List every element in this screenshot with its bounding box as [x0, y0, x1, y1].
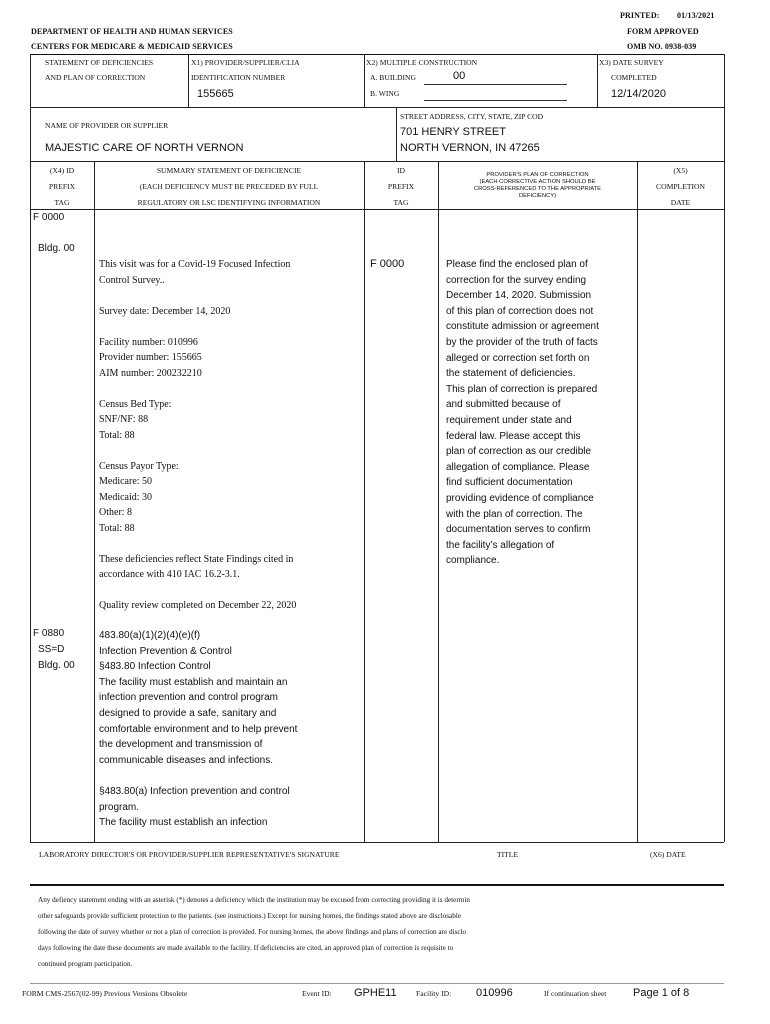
rule-bottom-body	[30, 842, 724, 843]
regulation-line: §483.80(a) Infection prevention and control	[99, 785, 290, 797]
summary-line	[99, 583, 296, 599]
plan-line: the facility’s allegation of	[446, 539, 555, 551]
id-tag-f0000: F 0000	[370, 258, 405, 270]
department-title: DEPARTMENT OF HEALTH AND HUMAN SERVICES	[31, 27, 233, 36]
disclaimer-line: days following the date these documents are made available to the facility. If deficiencies are cited, an approved plan of correction is requisite to	[38, 943, 454, 952]
summary-block-2	[99, 628, 297, 831]
regulation-line: Infection Prevention & Control	[99, 645, 232, 657]
summary-line: AIM number: 200232210	[99, 367, 202, 379]
rule-below-colhead	[30, 209, 724, 210]
rule-below-id	[30, 107, 724, 108]
summary-line: Facility number: 010996	[99, 336, 198, 348]
x6-date-label: (X6) DATE	[650, 850, 686, 859]
summary-line: Medicaid: 30	[99, 491, 153, 503]
rule-top	[30, 54, 724, 55]
summary-line: Census Bed Type:	[99, 398, 172, 410]
summary-line: This visit was for a Covid-19 Focused Infection	[99, 259, 291, 270]
plan-heading-3: CROSS-REFERENCED TO THE APPROPRIATE	[473, 186, 602, 192]
summary-heading-2: (EACH DEFICIENCY MUST BE PRECEDED BY FULL	[139, 182, 319, 191]
summary-line: These deficiencies reflect State Findings cited in	[99, 553, 294, 565]
regulation-line: communicable diseases and infections.	[99, 754, 273, 766]
summary-line: Total: 88	[99, 429, 135, 441]
survey-date: 12/14/2020	[611, 88, 667, 100]
plan-line: by the provider of the truth of facts	[446, 336, 598, 348]
x4-heading-3: TAG	[54, 198, 70, 207]
rule-id-2	[364, 54, 365, 107]
summary-line: Quality review completed on December 22, 2020	[99, 600, 297, 611]
form-approved: FORM APPROVED	[627, 27, 699, 36]
signature-label: LABORATORY DIRECTOR'S OR PROVIDER/SUPPLIER REPRESENTATIVE'S SIGNATURE	[39, 850, 340, 859]
plan-line: the statement of deficiencies.	[446, 368, 576, 380]
regulation-line: The facility must establish an infection	[99, 817, 268, 829]
rule-right	[724, 54, 725, 842]
regulation-line: §483.80 Infection Control	[99, 661, 211, 673]
provider-name-label: NAME OF PROVIDER OR SUPPLIER	[45, 121, 169, 130]
provider-name: MAJESTIC CARE OF NORTH VERNON	[45, 142, 244, 154]
x4-heading-1: (X4) ID	[49, 166, 75, 175]
summary-line: Survey date: December 14, 2020	[99, 305, 231, 317]
plan-line: December 14, 2020. Submission	[446, 290, 592, 302]
plan-line: requirement under state and	[446, 414, 572, 426]
form-number: FORM CMS-2567(02-99) Previous Versions Obsolete	[22, 989, 188, 998]
summary-line: Control Survey..	[99, 274, 165, 286]
wing-line	[424, 100, 567, 101]
plan-line: compliance.	[446, 555, 500, 567]
tag-f0880: F 0880	[33, 628, 65, 639]
title-label: TITLE	[497, 850, 519, 859]
summary-block-1	[99, 257, 296, 614]
plan-line: constitute admission or agreement	[446, 321, 599, 333]
summary-heading-3: REGULATORY OR LSC IDENTIFYING INFORMATION	[137, 198, 321, 207]
printed-label: PRINTED:	[620, 11, 660, 20]
x3-label-2: COMPLETED	[611, 73, 657, 82]
summary-line: Provider number: 155665	[99, 352, 202, 363]
x1-label: X1) PROVIDER/SUPPLIER/CLIA	[191, 58, 300, 67]
plan-line: plan of correction as our credible	[446, 446, 592, 458]
disclaimer-line: following the date of survey whether or not a plan of correction is provided. For nursing homes, the above findings and plans of correction are disclo	[38, 927, 467, 936]
event-id: GPHE11	[354, 987, 397, 999]
provider-number: 155665	[197, 88, 234, 100]
plan-line: of this plan of correction does not	[446, 305, 594, 317]
summary-heading-1: SUMMARY STATEMENT OF DEFICIENCIE	[156, 166, 302, 175]
plan-line: federal law. Please accept this	[446, 430, 581, 442]
plan-heading-4: DEFICIENCY)	[518, 193, 557, 199]
regulation-line: the development and transmission of	[99, 739, 263, 751]
address-label: STREET ADDRESS, CITY, STATE, ZIP COD	[400, 112, 544, 121]
id-heading-1: ID	[396, 166, 405, 175]
disclaimer-line: Any defiency statement ending with an asterisk (*) denotes a deficiency which the institution may be excused from correcting providing it is determin	[38, 896, 470, 904]
address-line-2: NORTH VERNON, IN 47265	[400, 142, 540, 154]
page-number: Page 1 of 8	[633, 987, 690, 999]
summary-line: Census Payor Type:	[99, 460, 179, 472]
summary-line	[99, 443, 296, 459]
building-label: A. BUILDING	[370, 73, 416, 82]
event-id-label: Event ID:	[302, 989, 332, 998]
plan-heading-1: PROVIDER'S PLAN OF CORRECTION	[486, 172, 589, 178]
plan-line: documentation serves to confirm	[446, 524, 591, 536]
plan-line: with the plan of correction. The	[446, 508, 583, 520]
rule-id-1	[188, 54, 189, 107]
plan-line: correction for the survey ending	[446, 274, 587, 286]
statement-label-2: AND PLAN OF CORRECTION	[45, 73, 146, 82]
x5-heading-3: DATE	[670, 198, 691, 207]
regulation-line: infection prevention and control program	[99, 692, 278, 704]
id-heading-2: PREFIX	[387, 182, 415, 191]
address-line-1: 701 HENRY STREET	[400, 126, 506, 138]
regulation-line: 483.80(a)(1)(2)(4)(e)(f)	[99, 630, 201, 641]
plan-of-correction	[446, 257, 599, 569]
disclaimer-line: other safeguards provide sufficient protection to the patients. (see instructions.) Except for nursing homes, the findings stated above are disclosable	[38, 911, 462, 920]
summary-line: Medicare: 50	[99, 476, 153, 487]
rule-col-4	[637, 161, 638, 842]
plan-line: Please find the enclosed plan of	[446, 259, 588, 270]
wing-label: B. WING	[370, 89, 400, 98]
rule-col-2	[364, 161, 365, 842]
summary-line: Total: 88	[99, 522, 135, 534]
scope-severity: SS=D	[38, 644, 65, 655]
id-heading-3: TAG	[393, 198, 409, 207]
summary-line	[99, 288, 296, 304]
plan-line: allegation of compliance. Please	[446, 461, 590, 473]
rule-col-1	[94, 161, 95, 842]
rule-provider	[396, 107, 397, 161]
centers-title: CENTERS FOR MEDICARE & MEDICAID SERVICES	[31, 42, 233, 51]
summary-line: SNF/NF: 88	[99, 414, 149, 425]
bldg-00: Bldg. 00	[38, 243, 75, 254]
x5-heading-2: COMPLETION	[656, 182, 705, 191]
regulation-line: program.	[99, 801, 140, 813]
summary-line	[99, 536, 296, 552]
summary-line	[99, 381, 296, 397]
x1-label-2: IDENTIFICATION NUMBER	[191, 73, 286, 82]
regulation-line	[99, 768, 297, 784]
plan-line: and submitted because of	[446, 399, 561, 411]
plan-heading-2: (EACH CORRECTIVE ACTION SHOULD BE	[479, 179, 596, 185]
regulation-line: designed to provide a safe, sanitary and	[99, 707, 277, 719]
x4-heading-2: PREFIX	[48, 182, 76, 191]
plan-line: find sufficient documentation	[446, 477, 573, 489]
plan-line: This plan of correction is prepared	[446, 383, 598, 395]
plan-line: alleged or correction set forth on	[446, 352, 590, 364]
statement-label-1: STATEMENT OF DEFICIENCIES	[45, 58, 154, 67]
summary-line	[99, 319, 296, 335]
building-value: 00	[453, 70, 466, 82]
tag-f0000: F 0000	[33, 212, 65, 223]
regulation-line: The facility must establish and maintain an	[99, 676, 288, 688]
disclaimer-line: continued program participation.	[38, 959, 133, 968]
facility-id-label: Facility ID:	[416, 989, 452, 998]
printed-date: 01/13/2021	[677, 11, 715, 20]
x5-heading-1: (X5)	[673, 166, 688, 175]
x2-label: X2) MULTIPLE CONSTRUCTION	[366, 58, 478, 67]
building-line	[424, 84, 567, 85]
rule-above-footer	[30, 983, 724, 984]
rule-id-3	[597, 54, 598, 107]
facility-id: 010996	[476, 987, 513, 999]
x3-label: X3) DATE SURVEY	[599, 58, 664, 67]
plan-line: providing evidence of compliance	[446, 492, 594, 504]
bldg-00-second: Bldg. 00	[38, 660, 75, 671]
summary-line: accordance with 410 IAC 16.2-3.1.	[99, 569, 240, 580]
omb-number: OMB NO. 0938-039	[627, 42, 697, 51]
rule-bottom-signature	[30, 884, 724, 886]
rule-below-provider	[30, 161, 724, 162]
regulation-line: comfortable environment and to help prevent	[99, 723, 298, 735]
summary-line: Other: 8	[99, 507, 133, 518]
disclaimer-text	[38, 893, 470, 973]
continuation-label: If continuation sheet	[544, 989, 607, 998]
rule-col-3	[438, 161, 439, 842]
